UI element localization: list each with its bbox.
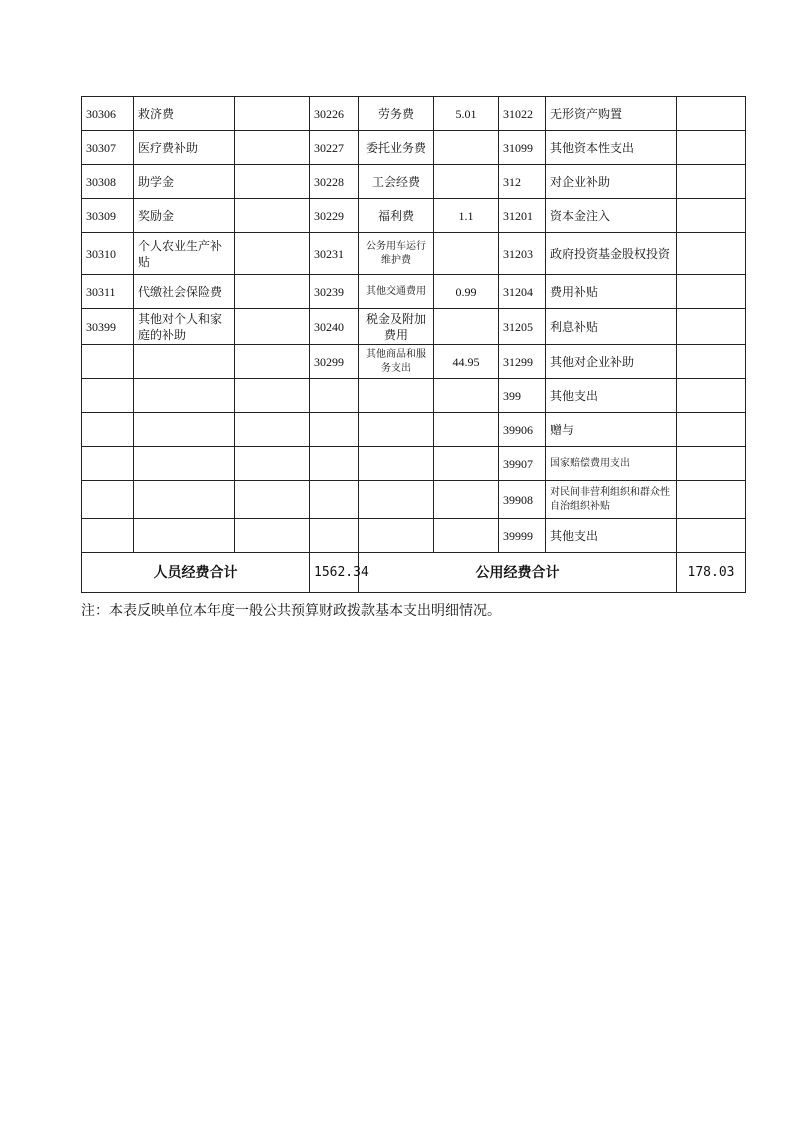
code-cell bbox=[82, 345, 134, 379]
item-name-cell: 政府投资基金股权投资 bbox=[546, 233, 677, 275]
amount-cell: 5.01 bbox=[434, 97, 499, 131]
code-cell: 30307 bbox=[82, 131, 134, 165]
amount-cell bbox=[434, 309, 499, 345]
table-row bbox=[82, 447, 746, 481]
item-name-cell: 其他商品和服务支出 bbox=[359, 345, 434, 379]
amount-cell bbox=[677, 481, 746, 519]
code-cell bbox=[82, 379, 134, 413]
amount-cell bbox=[235, 345, 310, 379]
code-cell: 30310 bbox=[82, 233, 134, 275]
amount-cell bbox=[235, 309, 310, 345]
table-body bbox=[82, 97, 746, 593]
amount-cell bbox=[677, 97, 746, 131]
amount-cell bbox=[434, 165, 499, 199]
amount-cell bbox=[235, 131, 310, 165]
amount-cell bbox=[235, 233, 310, 275]
amount-cell bbox=[434, 131, 499, 165]
code-cell bbox=[310, 519, 359, 553]
item-name-cell: 无形资产购置 bbox=[546, 97, 677, 131]
item-name-cell: 对企业补助 bbox=[546, 165, 677, 199]
item-name-cell: 国家赔偿费用支出 bbox=[546, 447, 677, 481]
code-cell: 30240 bbox=[310, 309, 359, 345]
code-cell: 30229 bbox=[310, 199, 359, 233]
amount-cell bbox=[434, 519, 499, 553]
item-name-cell: 费用补贴 bbox=[546, 275, 677, 309]
code-cell: 30308 bbox=[82, 165, 134, 199]
code-cell: 30311 bbox=[82, 275, 134, 309]
amount-cell bbox=[235, 413, 310, 447]
item-name-cell: 福利费 bbox=[359, 199, 434, 233]
code-cell: 31201 bbox=[499, 199, 546, 233]
code-cell: 39999 bbox=[499, 519, 546, 553]
item-name-cell: 对民间非营利组织和群众性自治组织补贴 bbox=[546, 481, 677, 519]
item-name-cell bbox=[134, 345, 235, 379]
item-name-cell: 医疗费补助 bbox=[134, 131, 235, 165]
public-total-label: 公用经费合计 bbox=[359, 553, 677, 593]
amount-cell bbox=[235, 97, 310, 131]
code-cell bbox=[82, 481, 134, 519]
code-cell: 31299 bbox=[499, 345, 546, 379]
public-total-value: 178.03 bbox=[677, 553, 746, 593]
budget-detail-table bbox=[81, 96, 746, 593]
item-name-cell: 个人农业生产补贴 bbox=[134, 233, 235, 275]
item-name-cell bbox=[359, 413, 434, 447]
code-cell bbox=[310, 481, 359, 519]
code-cell: 30239 bbox=[310, 275, 359, 309]
code-cell bbox=[310, 413, 359, 447]
code-cell bbox=[82, 519, 134, 553]
table-row bbox=[82, 379, 746, 413]
amount-cell bbox=[677, 199, 746, 233]
item-name-cell bbox=[134, 379, 235, 413]
totals-row bbox=[82, 553, 746, 593]
amount-cell bbox=[235, 379, 310, 413]
amount-cell bbox=[434, 233, 499, 275]
personnel-total-label: 人员经费合计 bbox=[82, 553, 310, 593]
amount-cell bbox=[235, 481, 310, 519]
item-name-cell: 利息补贴 bbox=[546, 309, 677, 345]
code-cell: 31204 bbox=[499, 275, 546, 309]
amount-cell bbox=[235, 165, 310, 199]
item-name-cell: 其他对企业补助 bbox=[546, 345, 677, 379]
amount-cell: 0.99 bbox=[434, 275, 499, 309]
item-name-cell: 劳务费 bbox=[359, 97, 434, 131]
table-row bbox=[82, 275, 746, 309]
item-name-cell bbox=[134, 519, 235, 553]
table-row bbox=[82, 131, 746, 165]
code-cell: 30231 bbox=[310, 233, 359, 275]
item-name-cell: 公务用车运行维护费 bbox=[359, 233, 434, 275]
item-name-cell: 助学金 bbox=[134, 165, 235, 199]
code-cell bbox=[82, 413, 134, 447]
code-cell: 30399 bbox=[82, 309, 134, 345]
table-row bbox=[82, 199, 746, 233]
item-name-cell bbox=[359, 519, 434, 553]
code-cell: 39908 bbox=[499, 481, 546, 519]
item-name-cell: 其他支出 bbox=[546, 379, 677, 413]
code-cell: 39906 bbox=[499, 413, 546, 447]
amount-cell bbox=[434, 379, 499, 413]
table-row bbox=[82, 345, 746, 379]
amount-cell bbox=[434, 481, 499, 519]
amount-cell bbox=[235, 199, 310, 233]
item-name-cell: 资本金注入 bbox=[546, 199, 677, 233]
item-name-cell: 委托业务费 bbox=[359, 131, 434, 165]
item-name-cell bbox=[134, 447, 235, 481]
code-cell: 31099 bbox=[499, 131, 546, 165]
item-name-cell: 救济费 bbox=[134, 97, 235, 131]
table-row bbox=[82, 481, 746, 519]
item-name-cell bbox=[134, 481, 235, 519]
code-cell bbox=[310, 379, 359, 413]
code-cell: 30309 bbox=[82, 199, 134, 233]
code-cell: 31022 bbox=[499, 97, 546, 131]
code-cell: 399 bbox=[499, 379, 546, 413]
amount-cell bbox=[434, 447, 499, 481]
table-row bbox=[82, 233, 746, 275]
table-row bbox=[82, 519, 746, 553]
item-name-cell bbox=[359, 379, 434, 413]
amount-cell bbox=[677, 447, 746, 481]
amount-cell: 1.1 bbox=[434, 199, 499, 233]
personnel-total-value: 1562.34 bbox=[310, 553, 359, 593]
item-name-cell bbox=[359, 481, 434, 519]
amount-cell bbox=[235, 447, 310, 481]
amount-cell: 44.95 bbox=[434, 345, 499, 379]
code-cell: 30226 bbox=[310, 97, 359, 131]
amount-cell bbox=[235, 275, 310, 309]
code-cell: 30227 bbox=[310, 131, 359, 165]
item-name-cell: 奖励金 bbox=[134, 199, 235, 233]
table-row bbox=[82, 165, 746, 199]
code-cell bbox=[82, 447, 134, 481]
table-row bbox=[82, 97, 746, 131]
amount-cell bbox=[677, 345, 746, 379]
amount-cell bbox=[677, 379, 746, 413]
code-cell: 39907 bbox=[499, 447, 546, 481]
code-cell bbox=[310, 447, 359, 481]
amount-cell bbox=[235, 519, 310, 553]
table-row bbox=[82, 413, 746, 447]
item-name-cell: 税金及附加费用 bbox=[359, 309, 434, 345]
item-name-cell: 其他交通费用 bbox=[359, 275, 434, 309]
item-name-cell: 其他支出 bbox=[546, 519, 677, 553]
code-cell: 312 bbox=[499, 165, 546, 199]
amount-cell bbox=[434, 413, 499, 447]
amount-cell bbox=[677, 131, 746, 165]
table-row bbox=[82, 309, 746, 345]
amount-cell bbox=[677, 519, 746, 553]
amount-cell bbox=[677, 165, 746, 199]
item-name-cell: 代缴社会保险费 bbox=[134, 275, 235, 309]
item-name-cell: 其他对个人和家庭的补助 bbox=[134, 309, 235, 345]
code-cell: 30228 bbox=[310, 165, 359, 199]
item-name-cell: 工会经费 bbox=[359, 165, 434, 199]
table-footnote: 注：本表反映单位本年度一般公共预算财政拨款基本支出明细情况。 bbox=[81, 603, 501, 619]
amount-cell bbox=[677, 413, 746, 447]
item-name-cell: 其他资本性支出 bbox=[546, 131, 677, 165]
code-cell: 30306 bbox=[82, 97, 134, 131]
code-cell: 30299 bbox=[310, 345, 359, 379]
amount-cell bbox=[677, 233, 746, 275]
item-name-cell: 赠与 bbox=[546, 413, 677, 447]
amount-cell bbox=[677, 309, 746, 345]
code-cell: 31203 bbox=[499, 233, 546, 275]
amount-cell bbox=[677, 275, 746, 309]
item-name-cell bbox=[359, 447, 434, 481]
code-cell: 31205 bbox=[499, 309, 546, 345]
item-name-cell bbox=[134, 413, 235, 447]
